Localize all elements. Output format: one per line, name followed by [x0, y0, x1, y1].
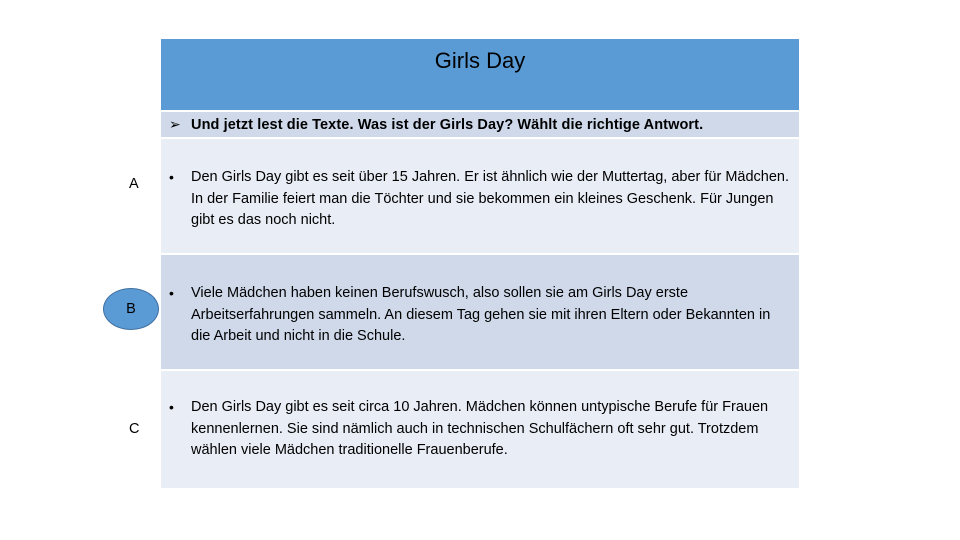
option-label-c[interactable]: C — [129, 421, 140, 437]
bullet-icon: • — [169, 169, 174, 185]
option-row-b[interactable] — [161, 255, 799, 371]
reading-table — [161, 39, 799, 488]
option-text-c: Den Girls Day gibt es seit circa 10 Jahren. Mädchen können untypische Berufe für Frauen kennenlernen. Sie sind nämlich auch in technischen Schulfächern oft sehr gut. Trotzdem wählen viele Mädchen traditionelle Frauenberufe. — [191, 399, 769, 458]
option-row-a[interactable] — [161, 139, 799, 255]
option-row-c[interactable] — [161, 371, 799, 488]
option-label-b-selected[interactable] — [103, 288, 159, 330]
option-label-a[interactable]: A — [129, 176, 139, 192]
arrow-bullet-icon: ➢ — [169, 116, 181, 132]
bullet-icon: • — [169, 285, 174, 301]
option-text-b: Viele Mädchen haben keinen Berufswusch, also sollen sie am Girls Day erste Arbeitserfahrungen sammeln. An diesem Tag gehen sie mit ihren Eltern oder Bekannten in die Arbeit und nicht in die Schule. — [191, 285, 771, 344]
bullet-icon: • — [169, 399, 174, 415]
page-title: Girls Day — [434, 48, 526, 73]
instruction-text: Und jetzt lest die Texte. Was ist der Girls Day? Wählt die richtige Antwort. — [191, 116, 704, 133]
option-text-a: Den Girls Day gibt es seit über 15 Jahren. Er ist ähnlich wie der Muttertag, aber für Mädchen. In der Familie feiert man die Töchter und sie bekommen ein kleines Geschenk. Für Jungen gibt es das noch nicht. — [191, 169, 790, 228]
instruction-cell — [161, 112, 799, 139]
option-label-b: B — [126, 301, 136, 317]
title-cell — [161, 39, 799, 112]
